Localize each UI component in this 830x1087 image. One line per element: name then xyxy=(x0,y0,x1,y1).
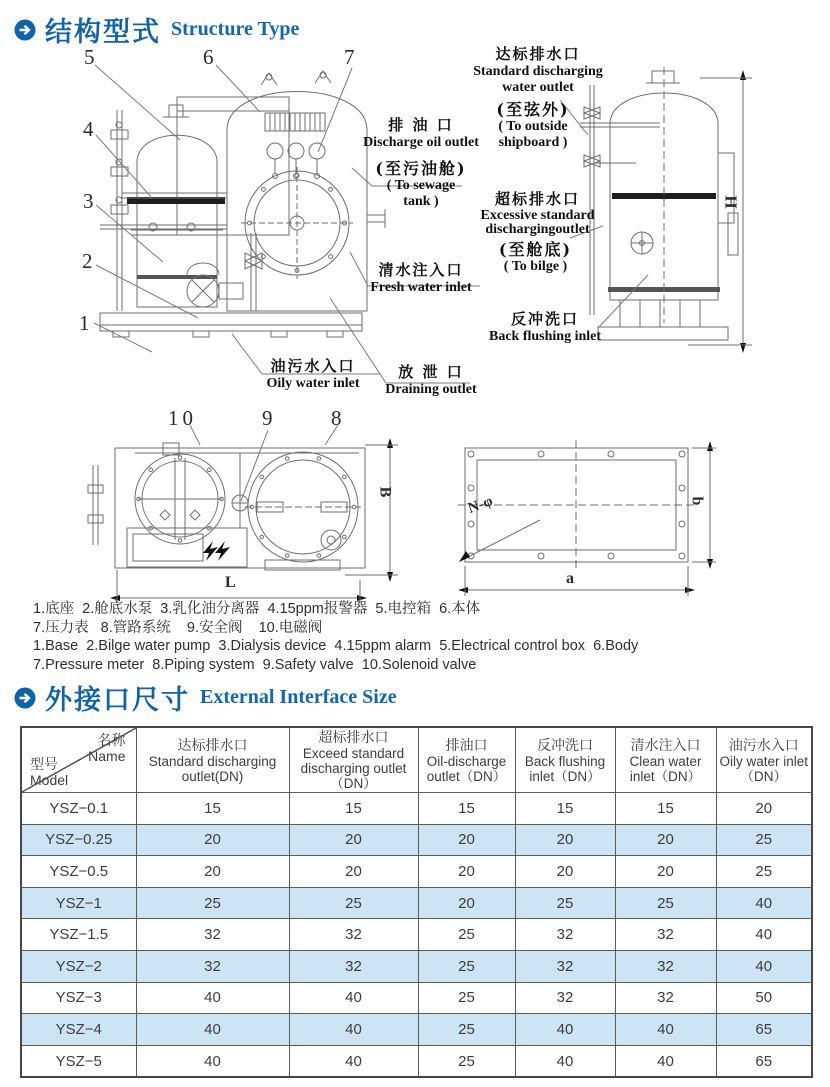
callout-3: 3 xyxy=(83,189,94,213)
callout-10: 10 xyxy=(168,406,197,430)
value-cell: 25 xyxy=(716,824,812,856)
table-row xyxy=(21,919,812,951)
value-cell: 40 xyxy=(136,982,289,1014)
col-header-zh: 清水注入口 xyxy=(630,736,701,753)
corner-model-zh: 型号 xyxy=(30,756,58,772)
label-standard-discharge-en2: water outlet xyxy=(502,80,574,95)
callout-5: 5 xyxy=(84,45,95,69)
value-cell: 20 xyxy=(515,856,615,888)
col-header-standard-discharge xyxy=(136,727,289,793)
value-cell: 40 xyxy=(716,950,812,982)
dim-B: B xyxy=(376,486,394,498)
col-header-zh: 超标排水口 xyxy=(318,729,389,745)
label-back-flushing xyxy=(475,310,615,345)
value-cell: 25 xyxy=(418,919,515,951)
label-oily-water-en: Oily water inlet xyxy=(266,376,360,391)
value-cell: 40 xyxy=(515,1014,615,1046)
value-cell: 32 xyxy=(515,919,615,951)
parts-list-en-line2: 7.Pressure meter 8.Piping system 9.Safety valve 10.Solenoid valve xyxy=(33,656,477,673)
label-to-outside-en1: ( To outside xyxy=(498,119,568,134)
label-standard-discharge xyxy=(468,45,608,96)
model-cell: YSZ−1 xyxy=(21,887,136,919)
label-to-sewage-zh: (至污油舱) xyxy=(375,159,467,178)
model-cell: YSZ−4 xyxy=(21,1014,136,1046)
table-row xyxy=(21,824,812,856)
table-body xyxy=(21,793,812,1078)
col-header-exceed-discharge xyxy=(289,727,418,793)
value-cell: 15 xyxy=(515,793,615,825)
value-cell: 25 xyxy=(136,887,289,919)
label-oily-water-zh: 油污水入口 xyxy=(270,357,356,375)
value-cell: 40 xyxy=(615,1045,716,1077)
parts-list xyxy=(33,600,638,674)
label-standard-discharge-en1: Standard discharging xyxy=(473,64,603,79)
value-cell: 32 xyxy=(289,950,418,982)
model-cell: YSZ−0.1 xyxy=(21,793,136,825)
dim-H: H xyxy=(721,195,741,209)
col-header-zh: 排油口 xyxy=(445,736,488,753)
section-title-en: External Interface Size xyxy=(200,686,397,708)
label-excess-discharge-zh: 超标排水口 xyxy=(494,190,580,208)
value-cell: 32 xyxy=(136,919,289,951)
callout-6: 6 xyxy=(203,45,214,69)
label-excess-discharge xyxy=(470,190,605,237)
value-cell: 20 xyxy=(136,824,289,856)
corner-name-zh: 名称 xyxy=(97,732,126,748)
table-row xyxy=(21,793,812,825)
value-cell: 40 xyxy=(289,1045,418,1077)
dim-b: b xyxy=(688,496,706,506)
value-cell: 32 xyxy=(615,982,716,1014)
col-header-en: Standard discharging outlet(DN) xyxy=(148,753,277,784)
col-header-oily-water xyxy=(716,727,812,793)
value-cell: 32 xyxy=(289,919,418,951)
col-header-zh: 反冲洗口 xyxy=(537,736,593,753)
value-cell: 65 xyxy=(716,1014,812,1046)
arrow-right-circle-icon xyxy=(14,687,36,709)
section-title-zh: 结构型式 xyxy=(45,17,161,48)
value-cell: 40 xyxy=(289,1014,418,1046)
value-cell: 20 xyxy=(418,887,515,919)
value-cell: 25 xyxy=(289,887,418,919)
value-cell: 65 xyxy=(716,1045,812,1077)
value-cell: 40 xyxy=(289,982,418,1014)
value-cell: 25 xyxy=(418,950,515,982)
dim-L: L xyxy=(225,574,236,591)
value-cell: 40 xyxy=(716,919,812,951)
value-cell: 40 xyxy=(136,1014,289,1046)
label-to-outside-zh: (至弦外) xyxy=(496,100,570,119)
callout-4: 4 xyxy=(83,117,94,141)
callout-2: 2 xyxy=(82,249,93,273)
external-interface-header xyxy=(14,678,397,717)
table-row xyxy=(21,856,812,888)
label-fresh-water-en: Fresh water inlet xyxy=(370,280,472,295)
value-cell: 20 xyxy=(289,856,418,888)
section-title-en: Structure Type xyxy=(171,18,300,40)
table-row xyxy=(21,982,812,1014)
label-oily-water xyxy=(252,357,374,392)
parts-list-zh-line1: 1.底座 2.舱底水泵 3.乳化油分离器 4.15ppm报警器 5.电控箱 6.本体 xyxy=(33,601,481,617)
label-to-bilge-en: ( To bilge ) xyxy=(503,259,568,274)
value-cell: 15 xyxy=(289,793,418,825)
model-cell: YSZ−2 xyxy=(21,950,136,982)
label-back-flushing-en: Back flushing inlet xyxy=(488,329,602,344)
model-cell: YSZ−3 xyxy=(21,982,136,1014)
value-cell: 32 xyxy=(615,919,716,951)
value-cell: 40 xyxy=(615,1014,716,1046)
parts-list-zh-line2: 7.压力表 8.管路系统 9.安全阀 10.电磁阀 xyxy=(33,619,323,636)
label-draining-zh: 放 泄 口 xyxy=(398,363,464,381)
table-header-row xyxy=(21,727,812,793)
table-row xyxy=(21,1045,812,1077)
col-header-en: Exceed standard discharging outlet （DN） xyxy=(300,746,407,791)
label-draining xyxy=(376,363,486,398)
col-header-zh: 达标排水口 xyxy=(177,736,248,753)
model-cell: YSZ−0.25 xyxy=(21,824,136,856)
corner-cell-model-name xyxy=(21,727,136,793)
callout-7: 7 xyxy=(344,45,355,69)
col-header-en: Back flushing inlet（DN） xyxy=(524,753,606,784)
table-row xyxy=(21,1014,812,1046)
model-cell: YSZ−0.5 xyxy=(21,856,136,888)
label-discharge-oil-en: Discharge oil outlet xyxy=(363,135,479,150)
value-cell: 20 xyxy=(289,824,418,856)
label-to-sewage xyxy=(365,159,477,210)
value-cell: 40 xyxy=(515,1045,615,1077)
callout-8: 8 xyxy=(331,406,342,430)
label-discharge-oil-zh: 排 油 口 xyxy=(388,116,454,134)
callout-9: 9 xyxy=(262,406,273,430)
label-to-outside-en2: shipboard ) xyxy=(498,135,568,150)
value-cell: 25 xyxy=(418,1045,515,1077)
value-cell: 40 xyxy=(136,1045,289,1077)
label-back-flushing-zh: 反冲洗口 xyxy=(510,310,579,328)
label-excess-discharge-en1: Excessive standard xyxy=(480,208,595,223)
value-cell: 40 xyxy=(716,887,812,919)
parts-list-en-line1: 1.Base 2.Bilge water pump 3.Dialysis device 4.15ppm alarm 5.Electrical control box 6.Body xyxy=(33,638,639,654)
value-cell: 25 xyxy=(716,856,812,888)
section-title-zh: 外接口尺寸 xyxy=(45,685,190,716)
value-cell: 25 xyxy=(418,982,515,1014)
dim-a: a xyxy=(566,570,574,587)
col-header-clean-water xyxy=(615,727,716,793)
col-header-en: Oil-discharge outlet（DN） xyxy=(426,753,507,784)
col-header-en: Clean water inlet（DN） xyxy=(629,753,702,784)
callout-1: 1 xyxy=(79,311,90,335)
label-to-sewage-en1: ( To sewage xyxy=(386,178,456,193)
label-standard-discharge-zh: 达标排水口 xyxy=(495,45,581,63)
interface-size-table xyxy=(20,726,813,1078)
value-cell: 20 xyxy=(136,856,289,888)
value-cell: 20 xyxy=(615,856,716,888)
table-row xyxy=(21,887,812,919)
label-excess-discharge-en2: dischargingoutlet xyxy=(485,222,590,237)
value-cell: 15 xyxy=(615,793,716,825)
corner-model-en: Model xyxy=(30,772,69,788)
value-cell: 15 xyxy=(136,793,289,825)
arrow-right-circle-icon xyxy=(14,19,36,41)
label-to-bilge xyxy=(483,240,588,275)
corner-name-en: Name xyxy=(88,748,126,764)
value-cell: 32 xyxy=(615,950,716,982)
value-cell: 32 xyxy=(515,950,615,982)
value-cell: 15 xyxy=(418,793,515,825)
label-to-sewage-en2: tank ) xyxy=(403,194,439,209)
col-header-oil-discharge xyxy=(418,727,515,793)
value-cell: 25 xyxy=(515,887,615,919)
value-cell: 32 xyxy=(515,982,615,1014)
value-cell: 20 xyxy=(515,824,615,856)
value-cell: 20 xyxy=(418,824,515,856)
value-cell: 20 xyxy=(418,856,515,888)
model-cell: YSZ−1.5 xyxy=(21,919,136,951)
value-cell: 50 xyxy=(716,982,812,1014)
col-header-back-flushing xyxy=(515,727,615,793)
label-to-bilge-zh: (至舱底) xyxy=(498,240,573,259)
label-discharge-oil xyxy=(357,116,485,151)
value-cell: 25 xyxy=(615,887,716,919)
dim-N-phi: N-φ xyxy=(465,493,496,517)
col-header-zh: 油污水入口 xyxy=(728,736,799,753)
table-row xyxy=(21,950,812,982)
label-fresh-water-zh: 清水注入口 xyxy=(378,261,464,279)
label-draining-en: Draining outlet xyxy=(385,382,477,397)
value-cell: 25 xyxy=(418,1014,515,1046)
value-cell: 20 xyxy=(716,793,812,825)
label-fresh-water xyxy=(360,261,482,296)
label-to-outside xyxy=(478,100,588,151)
value-cell: 32 xyxy=(136,950,289,982)
col-header-en: Oily water inlet（DN） xyxy=(719,753,809,784)
value-cell: 20 xyxy=(615,824,716,856)
model-cell: YSZ−5 xyxy=(21,1045,136,1077)
